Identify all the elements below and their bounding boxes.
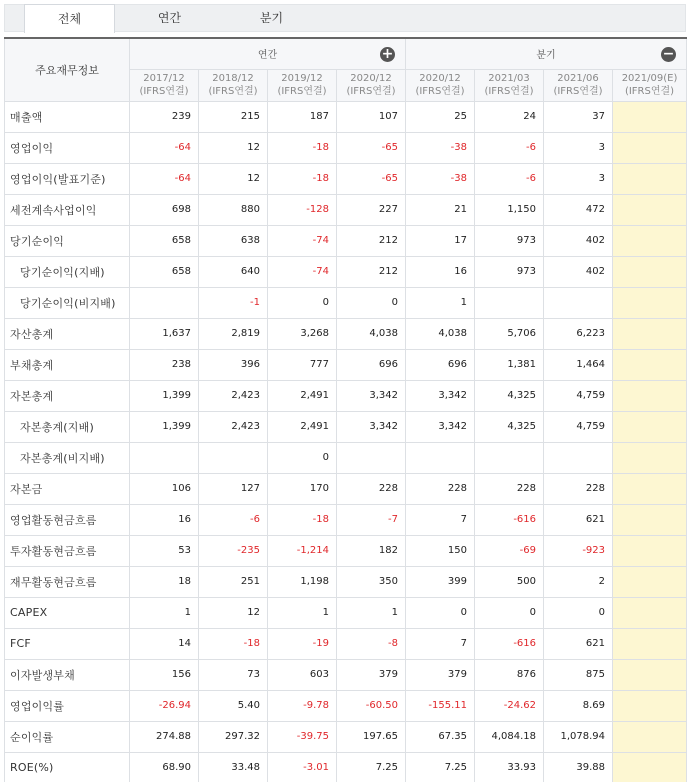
value-cell bbox=[613, 225, 687, 256]
value-cell: -923 bbox=[544, 535, 613, 566]
row-label: 매출액 bbox=[5, 101, 130, 132]
value-cell: 1 bbox=[337, 597, 406, 628]
value-cell bbox=[613, 318, 687, 349]
quarterly-group-label: 분기 bbox=[536, 50, 556, 62]
value-cell: 696 bbox=[337, 349, 406, 380]
value-cell: 2,423 bbox=[199, 411, 268, 442]
value-cell: 215 bbox=[199, 101, 268, 132]
value-cell: 228 bbox=[406, 473, 475, 504]
value-cell: -38 bbox=[406, 132, 475, 163]
value-cell: 238 bbox=[130, 349, 199, 380]
value-cell: 4,759 bbox=[544, 380, 613, 411]
value-cell: 500 bbox=[475, 566, 544, 597]
value-cell: -60.50 bbox=[337, 690, 406, 721]
value-cell: 4,038 bbox=[337, 318, 406, 349]
value-cell: 37 bbox=[544, 101, 613, 132]
value-cell: 18 bbox=[130, 566, 199, 597]
value-cell: 402 bbox=[544, 225, 613, 256]
value-cell: -65 bbox=[337, 163, 406, 194]
period-basis: (IFRS연결) bbox=[277, 86, 327, 97]
value-cell: -65 bbox=[337, 132, 406, 163]
period-basis: (IFRS연결) bbox=[553, 86, 603, 97]
collapse-quarterly-button[interactable]: − bbox=[662, 46, 675, 62]
period-date: 2019/12 bbox=[281, 73, 323, 84]
value-cell: 297.32 bbox=[199, 721, 268, 752]
row-label: 세전계속사업이익 bbox=[5, 194, 130, 225]
value-cell: 14 bbox=[130, 628, 199, 659]
value-cell: -1,214 bbox=[268, 535, 337, 566]
value-cell: 127 bbox=[199, 473, 268, 504]
period-header bbox=[337, 69, 406, 101]
value-cell: 5.40 bbox=[199, 690, 268, 721]
period-header bbox=[613, 69, 687, 101]
value-cell bbox=[613, 473, 687, 504]
value-cell bbox=[475, 442, 544, 473]
table-row bbox=[5, 411, 687, 442]
value-cell: -74 bbox=[268, 256, 337, 287]
value-cell: 4,325 bbox=[475, 380, 544, 411]
value-cell: 8.69 bbox=[544, 690, 613, 721]
period-header bbox=[544, 69, 613, 101]
value-cell: 3,342 bbox=[337, 411, 406, 442]
row-label: 이자발생부채 bbox=[5, 659, 130, 690]
value-cell: -64 bbox=[130, 163, 199, 194]
value-cell: 53 bbox=[130, 535, 199, 566]
value-cell bbox=[613, 442, 687, 473]
row-label: FCF bbox=[5, 628, 130, 659]
value-cell bbox=[613, 690, 687, 721]
value-cell: -19 bbox=[268, 628, 337, 659]
table-row bbox=[5, 752, 687, 782]
value-cell: -1 bbox=[199, 287, 268, 318]
value-cell bbox=[613, 504, 687, 535]
value-cell: 0 bbox=[337, 287, 406, 318]
annual-group-header bbox=[130, 38, 406, 69]
value-cell: 1,399 bbox=[130, 380, 199, 411]
value-cell: 17 bbox=[406, 225, 475, 256]
value-cell: 621 bbox=[544, 504, 613, 535]
value-cell: 212 bbox=[337, 225, 406, 256]
value-cell bbox=[613, 597, 687, 628]
value-cell bbox=[613, 349, 687, 380]
value-cell: 777 bbox=[268, 349, 337, 380]
row-label: ROE(%) bbox=[5, 752, 130, 782]
value-cell: -39.75 bbox=[268, 721, 337, 752]
value-cell: -38 bbox=[406, 163, 475, 194]
period-date: 2021/09(E) bbox=[621, 73, 678, 84]
table-row bbox=[5, 225, 687, 256]
period-header bbox=[130, 69, 199, 101]
value-cell: 68.90 bbox=[130, 752, 199, 782]
value-cell bbox=[613, 659, 687, 690]
value-cell: 658 bbox=[130, 225, 199, 256]
value-cell: 399 bbox=[406, 566, 475, 597]
table-row bbox=[5, 194, 687, 225]
value-cell bbox=[475, 287, 544, 318]
row-label: 당기순이익 bbox=[5, 225, 130, 256]
value-cell: 33.48 bbox=[199, 752, 268, 782]
value-cell bbox=[613, 721, 687, 752]
value-cell: -6 bbox=[199, 504, 268, 535]
value-cell: 603 bbox=[268, 659, 337, 690]
value-cell: -3.01 bbox=[268, 752, 337, 782]
tab-annual[interactable]: 연간 bbox=[157, 11, 182, 25]
value-cell bbox=[199, 442, 268, 473]
value-cell: -616 bbox=[475, 628, 544, 659]
value-cell: 640 bbox=[199, 256, 268, 287]
value-cell: 197.65 bbox=[337, 721, 406, 752]
value-cell: 7 bbox=[406, 504, 475, 535]
row-label: 당기순이익(지배) bbox=[5, 256, 130, 287]
value-cell: 3,342 bbox=[337, 380, 406, 411]
value-cell: 274.88 bbox=[130, 721, 199, 752]
value-cell: 106 bbox=[130, 473, 199, 504]
value-cell: 150 bbox=[406, 535, 475, 566]
value-cell: 472 bbox=[544, 194, 613, 225]
value-cell: 4,038 bbox=[406, 318, 475, 349]
value-cell: 251 bbox=[199, 566, 268, 597]
period-basis: (IFRS연결) bbox=[415, 86, 465, 97]
value-cell: 107 bbox=[337, 101, 406, 132]
value-cell bbox=[613, 411, 687, 442]
value-cell: 16 bbox=[130, 504, 199, 535]
value-cell bbox=[406, 442, 475, 473]
row-header-label: 주요재무정보 bbox=[5, 38, 130, 101]
value-cell: 33.93 bbox=[475, 752, 544, 782]
table-row bbox=[5, 380, 687, 411]
value-cell bbox=[613, 535, 687, 566]
value-cell: -18 bbox=[199, 628, 268, 659]
period-basis: (IFRS연결) bbox=[624, 86, 675, 97]
financial-highlights-table bbox=[4, 37, 687, 782]
value-cell: 182 bbox=[337, 535, 406, 566]
value-cell bbox=[613, 163, 687, 194]
row-label: 자본총계(비지배) bbox=[5, 442, 130, 473]
row-label: 자본총계 bbox=[5, 380, 130, 411]
value-cell: -24.62 bbox=[475, 690, 544, 721]
period-date: 2021/03 bbox=[488, 73, 530, 84]
table-row bbox=[5, 535, 687, 566]
value-cell: 2,819 bbox=[199, 318, 268, 349]
row-label: 재무활동현금흐름 bbox=[5, 566, 130, 597]
value-cell: 7.25 bbox=[337, 752, 406, 782]
value-cell: 16 bbox=[406, 256, 475, 287]
value-cell bbox=[544, 287, 613, 318]
value-cell bbox=[613, 287, 687, 318]
value-cell: -8 bbox=[337, 628, 406, 659]
value-cell: 0 bbox=[268, 442, 337, 473]
value-cell: 12 bbox=[199, 132, 268, 163]
table-row bbox=[5, 132, 687, 163]
value-cell: 379 bbox=[337, 659, 406, 690]
period-basis: (IFRS연결) bbox=[208, 86, 258, 97]
value-cell: 698 bbox=[130, 194, 199, 225]
value-cell: 875 bbox=[544, 659, 613, 690]
value-cell: 402 bbox=[544, 256, 613, 287]
expand-annual-button[interactable]: + bbox=[381, 46, 394, 62]
period-header bbox=[475, 69, 544, 101]
table-row bbox=[5, 628, 687, 659]
value-cell: 227 bbox=[337, 194, 406, 225]
value-cell: -18 bbox=[268, 163, 337, 194]
value-cell bbox=[613, 752, 687, 782]
value-cell bbox=[337, 442, 406, 473]
value-cell: 1,464 bbox=[544, 349, 613, 380]
value-cell: 187 bbox=[268, 101, 337, 132]
value-cell: -235 bbox=[199, 535, 268, 566]
row-label: 영업이익(발표기준) bbox=[5, 163, 130, 194]
table-row bbox=[5, 721, 687, 752]
value-cell: 3 bbox=[544, 163, 613, 194]
table-row bbox=[5, 597, 687, 628]
value-cell: 973 bbox=[475, 225, 544, 256]
value-cell: 696 bbox=[406, 349, 475, 380]
value-cell bbox=[613, 628, 687, 659]
table-row bbox=[5, 287, 687, 318]
value-cell: -69 bbox=[475, 535, 544, 566]
quarterly-group-header bbox=[406, 38, 687, 69]
value-cell: 1,198 bbox=[268, 566, 337, 597]
table-row bbox=[5, 690, 687, 721]
value-cell: 212 bbox=[337, 256, 406, 287]
table-row bbox=[5, 442, 687, 473]
value-cell: -155.11 bbox=[406, 690, 475, 721]
value-cell bbox=[613, 380, 687, 411]
value-cell: 621 bbox=[544, 628, 613, 659]
value-cell: 5,706 bbox=[475, 318, 544, 349]
value-cell: 973 bbox=[475, 256, 544, 287]
value-cell: 876 bbox=[475, 659, 544, 690]
value-cell bbox=[613, 256, 687, 287]
value-cell: 4,325 bbox=[475, 411, 544, 442]
value-cell: 156 bbox=[130, 659, 199, 690]
value-cell: 170 bbox=[268, 473, 337, 504]
value-cell: -9.78 bbox=[268, 690, 337, 721]
value-cell: 25 bbox=[406, 101, 475, 132]
table-row bbox=[5, 659, 687, 690]
table-row bbox=[5, 101, 687, 132]
value-cell: 2,491 bbox=[268, 411, 337, 442]
value-cell: 880 bbox=[199, 194, 268, 225]
value-cell: -26.94 bbox=[130, 690, 199, 721]
value-cell: 239 bbox=[130, 101, 199, 132]
value-cell bbox=[613, 101, 687, 132]
value-cell: 1 bbox=[268, 597, 337, 628]
value-cell: 24 bbox=[475, 101, 544, 132]
value-cell: 3 bbox=[544, 132, 613, 163]
period-date: 2018/12 bbox=[212, 73, 254, 84]
value-cell: 3,268 bbox=[268, 318, 337, 349]
row-label: 부채총계 bbox=[5, 349, 130, 380]
value-cell: 1,637 bbox=[130, 318, 199, 349]
value-cell: 228 bbox=[544, 473, 613, 504]
value-cell: -7 bbox=[337, 504, 406, 535]
value-cell: 4,759 bbox=[544, 411, 613, 442]
value-cell: 658 bbox=[130, 256, 199, 287]
tab-quarterly[interactable]: 분기 bbox=[259, 11, 284, 25]
table-row bbox=[5, 504, 687, 535]
value-cell: 1,078.94 bbox=[544, 721, 613, 752]
value-cell: 0 bbox=[475, 597, 544, 628]
value-cell: 73 bbox=[199, 659, 268, 690]
value-cell: 350 bbox=[337, 566, 406, 597]
period-basis: (IFRS연결) bbox=[346, 86, 396, 97]
value-cell: 2 bbox=[544, 566, 613, 597]
value-cell bbox=[130, 442, 199, 473]
value-cell: 396 bbox=[199, 349, 268, 380]
period-basis: (IFRS연결) bbox=[139, 86, 189, 97]
value-cell: 638 bbox=[199, 225, 268, 256]
row-label: 순이익률 bbox=[5, 721, 130, 752]
row-label: 자본총계(지배) bbox=[5, 411, 130, 442]
value-cell: 1,399 bbox=[130, 411, 199, 442]
value-cell: 12 bbox=[199, 597, 268, 628]
tab-all[interactable]: 전체 bbox=[24, 4, 115, 33]
tab-bar bbox=[0, 0, 693, 36]
annual-group-label: 연간 bbox=[257, 50, 278, 62]
period-date: 2021/06 bbox=[557, 73, 599, 84]
row-label: 영업이익 bbox=[5, 132, 130, 163]
value-cell bbox=[544, 442, 613, 473]
value-cell: 12 bbox=[199, 163, 268, 194]
period-header bbox=[268, 69, 337, 101]
value-cell: -616 bbox=[475, 504, 544, 535]
value-cell: 0 bbox=[406, 597, 475, 628]
value-cell: 0 bbox=[544, 597, 613, 628]
value-cell: 1 bbox=[406, 287, 475, 318]
value-cell: -6 bbox=[475, 163, 544, 194]
value-cell: 0 bbox=[268, 287, 337, 318]
table-row bbox=[5, 163, 687, 194]
value-cell: 228 bbox=[337, 473, 406, 504]
value-cell: 7.25 bbox=[406, 752, 475, 782]
value-cell: 7 bbox=[406, 628, 475, 659]
value-cell: -18 bbox=[268, 132, 337, 163]
table-row bbox=[5, 566, 687, 597]
period-date: 2020/12 bbox=[419, 73, 461, 84]
table-row bbox=[5, 349, 687, 380]
value-cell: 1 bbox=[130, 597, 199, 628]
value-cell: 3,342 bbox=[406, 380, 475, 411]
table-row bbox=[5, 318, 687, 349]
value-cell bbox=[613, 566, 687, 597]
row-label: CAPEX bbox=[5, 597, 130, 628]
row-label: 자본금 bbox=[5, 473, 130, 504]
value-cell: 6,223 bbox=[544, 318, 613, 349]
value-cell: 2,491 bbox=[268, 380, 337, 411]
value-cell: 2,423 bbox=[199, 380, 268, 411]
row-label: 당기순이익(비지배) bbox=[5, 287, 130, 318]
value-cell: 3,342 bbox=[406, 411, 475, 442]
value-cell: 1,150 bbox=[475, 194, 544, 225]
value-cell bbox=[613, 194, 687, 225]
value-cell bbox=[130, 287, 199, 318]
value-cell: 67.35 bbox=[406, 721, 475, 752]
value-cell bbox=[613, 132, 687, 163]
row-label: 자산총계 bbox=[5, 318, 130, 349]
period-header bbox=[406, 69, 475, 101]
row-label: 투자활동현금흐름 bbox=[5, 535, 130, 566]
value-cell: -74 bbox=[268, 225, 337, 256]
value-cell: 4,084.18 bbox=[475, 721, 544, 752]
value-cell: -64 bbox=[130, 132, 199, 163]
table-row bbox=[5, 256, 687, 287]
value-cell: 228 bbox=[475, 473, 544, 504]
period-date: 2017/12 bbox=[143, 73, 185, 84]
value-cell: 379 bbox=[406, 659, 475, 690]
period-basis: (IFRS연결) bbox=[484, 86, 534, 97]
value-cell: 1,381 bbox=[475, 349, 544, 380]
table-row bbox=[5, 473, 687, 504]
period-date: 2020/12 bbox=[350, 73, 392, 84]
value-cell: -6 bbox=[475, 132, 544, 163]
value-cell: -18 bbox=[268, 504, 337, 535]
value-cell: 39.88 bbox=[544, 752, 613, 782]
value-cell: 21 bbox=[406, 194, 475, 225]
row-label: 영업이익률 bbox=[5, 690, 130, 721]
period-header bbox=[199, 69, 268, 101]
value-cell: -128 bbox=[268, 194, 337, 225]
row-label: 영업활동현금흐름 bbox=[5, 504, 130, 535]
